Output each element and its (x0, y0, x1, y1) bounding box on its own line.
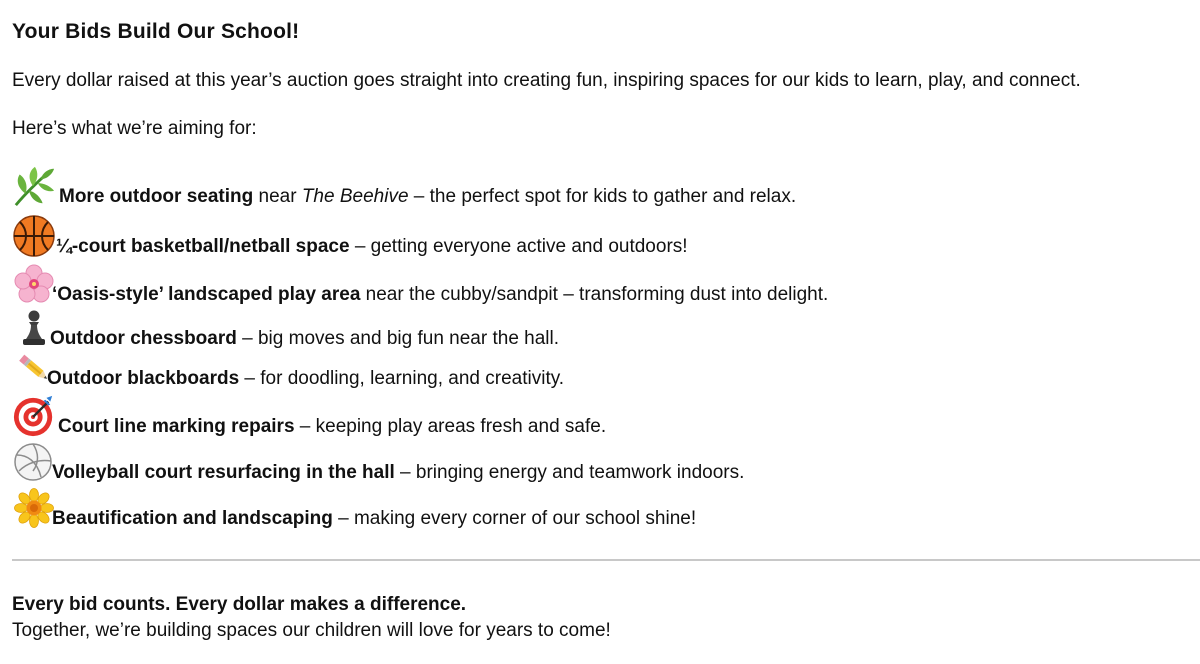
item-rest: – for doodling, learning, and creativity. (239, 368, 565, 389)
closing-paragraph: Together, we’re building spaces our children will love for years to come! (12, 620, 611, 641)
item-bold: Outdoor blackboards (47, 368, 240, 389)
item-rest: – keeping play areas fresh and safe. (294, 416, 607, 437)
item-rest: – the perfect spot for kids to gather and relax. (408, 186, 797, 207)
list-item (12, 486, 1192, 534)
list-item (12, 262, 1192, 310)
divider (12, 559, 1200, 561)
item-bold: ¼-court basketball/netball space (56, 236, 350, 257)
item-rest: – bringing energy and teamwork indoors. (394, 462, 745, 483)
list-item-text (47, 368, 564, 390)
item-rest: – making every corner of our school shine! (332, 508, 697, 529)
list-item (12, 346, 1192, 394)
list-item (12, 394, 1192, 442)
volleyball-icon (12, 440, 56, 484)
list-item-text (52, 284, 828, 306)
cherry-blossom-icon (12, 262, 56, 306)
page-title: Your Bids Build Our School! (12, 20, 300, 43)
list-item (12, 214, 1192, 262)
item-bold: Volleyball court resurfacing in the hall (52, 462, 395, 483)
list-item (12, 440, 1192, 488)
item-pre: near (253, 186, 302, 207)
item-bold: ‘Oasis-style’ landscaped play area (52, 284, 361, 305)
list-item-text (52, 462, 744, 484)
closing-heading: Every bid counts. Every dollar makes a difference. (12, 594, 467, 615)
basketball-icon (12, 214, 56, 258)
leaf-icon (12, 164, 56, 208)
list-item-text (56, 236, 688, 258)
list-item-text (52, 508, 696, 530)
target-icon (12, 394, 56, 438)
item-rest: – getting everyone active and outdoors! (349, 236, 688, 257)
intro-paragraph: Every dollar raised at this year’s auction goes straight into creating fun, inspiring spaces for our kids to learn, play, and connect. (12, 70, 1081, 91)
item-bold: Beautification and landscaping (52, 508, 333, 529)
item-bold: Outdoor chessboard (50, 328, 237, 349)
item-rest: near the cubby/sandpit – transforming dust into delight. (360, 284, 829, 305)
item-rest: – big moves and big fun near the hall. (236, 328, 560, 349)
item-bold: Court line marking repairs (58, 416, 295, 437)
list-item-text (58, 416, 606, 438)
list-item-text (59, 186, 796, 208)
list-item (12, 164, 1192, 212)
sunflower-icon (12, 486, 56, 530)
item-bold: More outdoor seating (59, 186, 254, 207)
aim-paragraph: Here’s what we’re aiming for: (12, 118, 257, 139)
item-italic: The Beehive (301, 186, 409, 207)
